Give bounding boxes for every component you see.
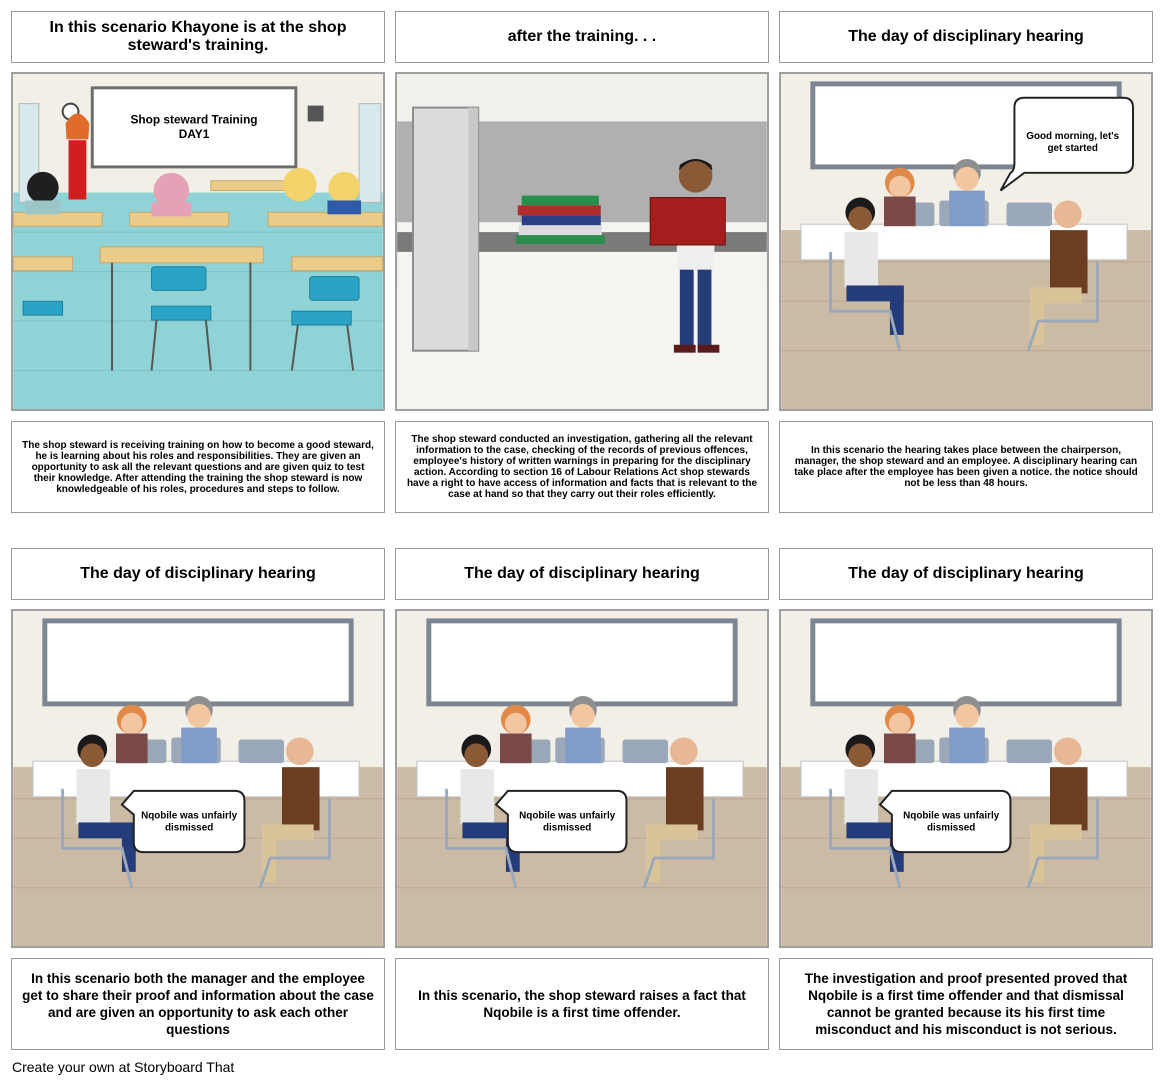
bubble-line-1: Nqobile was unfairly — [903, 810, 1000, 822]
manager-figure — [116, 705, 148, 763]
board-line-2: DAY1 — [178, 127, 210, 142]
panel-1-scene — [11, 72, 385, 411]
panel-3-scene — [779, 72, 1153, 411]
bubble-line-1: Good morning, let's — [1026, 131, 1120, 143]
panel-5-scene — [395, 609, 769, 948]
hearing-room-illustration — [781, 74, 1151, 409]
whiteboard — [813, 621, 1119, 704]
hearing-room-illustration — [397, 611, 767, 946]
hearing-room-illustration — [13, 611, 383, 946]
panel-4-title — [11, 548, 385, 600]
panel-2-description-text: The shop steward conducted an investigation, gathering all the relevant information to the case, checking of the records of previous offences, employee's history of written warnings in preparing for the disciplinary action. According to section 16 of Labour Relations Act shop stewards have a right to have access of information and facts that is relevant to the case at hand so that they carry out their roles efficiently. — [406, 434, 758, 500]
speaker-icon — [308, 106, 324, 122]
panel-6-scene — [779, 609, 1153, 948]
whiteboard — [429, 621, 735, 704]
bubble-line-2: dismissed — [543, 822, 592, 834]
bubble-line-1: Nqobile was unfairly — [141, 810, 238, 822]
panel-3-description-text: In this scenario the hearing takes place between the chairperson, manager, the shop steward and an employee. A disciplinary hearing can take place after the employee has been given a notice. the notice should not be less than 48 hours. — [794, 445, 1138, 489]
chairperson-figure — [565, 696, 601, 763]
chairperson-figure — [949, 159, 985, 226]
panel-1-description-text: The shop steward is receiving training on how to become a good steward, he is learning about his roles and responsibilities. They are given an opportunity to ask all the relevant questions and are given quiz to test their knowledge. After attending the training the shop steward is now knowledgeable of his roles, procedures and steps to follow. — [22, 439, 374, 495]
bubble-line-1: Nqobile was unfairly — [519, 810, 616, 822]
panel-1-title — [11, 11, 385, 63]
panel-2-scene — [395, 72, 769, 411]
panel-4-title-text: The day of disciplinary hearing — [80, 565, 316, 582]
panel-4-description-text: In this scenario both the manager and the employee get to share their proof and information about the case and are given an opportunity to ask each other questions — [22, 971, 374, 1037]
panel-1-title-text: In this scenario Khayone is at the shop steward's training. — [49, 19, 347, 54]
panel-5-title — [395, 548, 769, 600]
panel-2-title — [395, 11, 769, 63]
panel-2-description — [395, 421, 769, 513]
panel-6-title-text: The day of disciplinary hearing — [848, 565, 1084, 582]
panel-5-title-text: The day of disciplinary hearing — [464, 565, 700, 582]
panel-3-description — [779, 421, 1153, 513]
panel-3-title — [779, 11, 1153, 63]
bubble-line-2: get started — [1047, 143, 1098, 155]
board-line-1: Shop steward Training — [130, 112, 258, 127]
book-stack — [516, 196, 605, 244]
chairperson-figure — [949, 696, 985, 763]
footer-link[interactable]: Create your own at Storyboard That — [12, 1059, 235, 1075]
hearing-room-illustration — [781, 611, 1151, 946]
panel-6-description-text: The investigation and proof presented proved that Nqobile is a first time offender and that dismissal cannot be granted because its his first time misconduct and his misconduct is not serious. — [804, 971, 1128, 1037]
office-illustration — [397, 74, 767, 409]
chairperson-figure — [181, 696, 217, 763]
manager-figure — [500, 705, 532, 763]
manager-figure — [884, 705, 916, 763]
panel-5-description-text: In this scenario, the shop steward raises a fact that Nqobile is a first time offender. — [418, 988, 746, 1020]
panel-2-title-text: after the training. . . — [507, 28, 657, 45]
teacher-figure — [66, 114, 90, 200]
bubble-line-2: dismissed — [927, 822, 976, 834]
book-icon — [650, 198, 725, 245]
panel-3-title-text: The day of disciplinary hearing — [848, 28, 1084, 45]
whiteboard — [45, 621, 351, 704]
panel-4-description — [11, 958, 385, 1050]
panel-4-scene — [11, 609, 385, 948]
classroom-illustration — [13, 74, 383, 409]
panel-5-description — [395, 958, 769, 1050]
panel-6-description — [779, 958, 1153, 1050]
panel-1-description — [11, 421, 385, 513]
manager-figure — [884, 168, 916, 226]
bubble-line-2: dismissed — [164, 822, 214, 834]
panel-6-title — [779, 548, 1153, 600]
